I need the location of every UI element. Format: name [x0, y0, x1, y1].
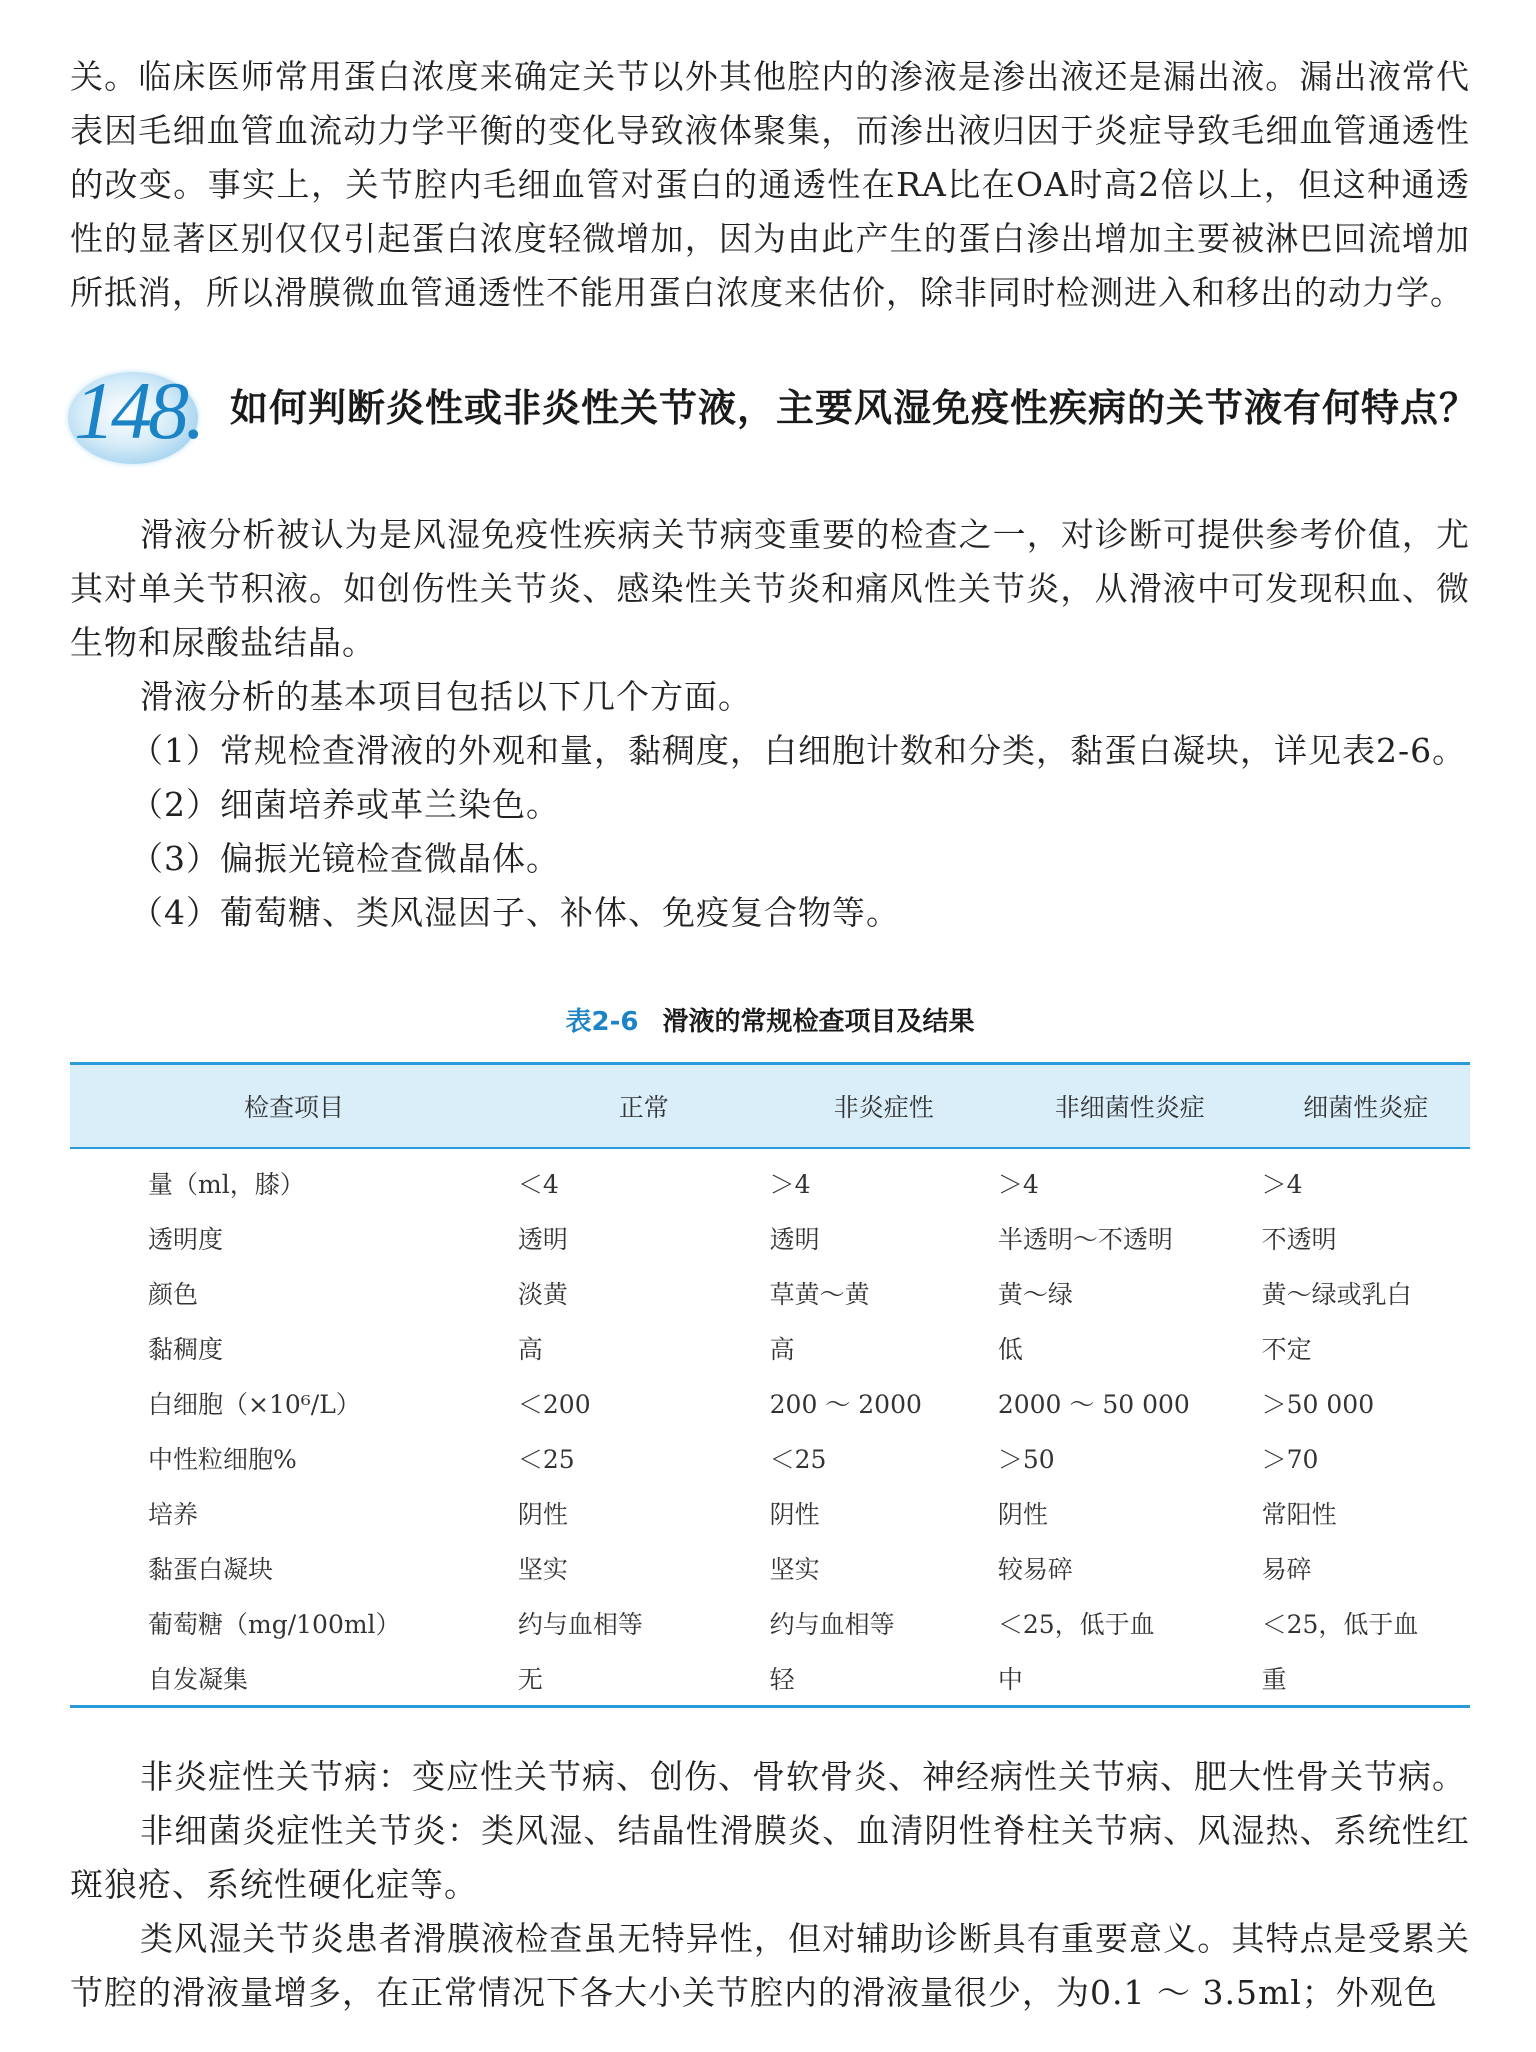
table-cell: ＜25，低于血: [997, 1609, 1155, 1639]
table-row-label: 透明度: [148, 1224, 224, 1254]
list-item: （1）常规检查滑液的外观和量，黏稠度，白细胞计数和分类，黏蛋白凝块，详见表2-6。: [130, 731, 1467, 770]
table-header-row: [70, 1064, 1470, 1149]
page-content: [70, 50, 1479, 2020]
after-table-section: [70, 1750, 1470, 2020]
question-number-badge: [62, 354, 212, 474]
question-number: 148.: [74, 365, 202, 456]
table-cell: 淡黄: [517, 1279, 568, 1309]
table-row: [70, 1485, 1470, 1540]
item-list: [70, 724, 1470, 940]
table-cell: ＜25: [517, 1444, 575, 1474]
after-table-paragraph-1: 非炎症性关节病：变应性关节病、创伤、骨软骨炎、神经病性关节病、肥大性骨关节病。: [140, 1757, 1466, 1796]
table-row: [70, 1148, 1470, 1210]
table-cell: 黄～绿: [997, 1279, 1073, 1309]
table-cell: 阴性: [769, 1499, 820, 1529]
after-table-paragraph-2: 非细菌炎症性关节炎：类风湿、结晶性滑膜炎、血清阴性脊柱关节病、风湿热、系统性红斑狼疮、系统性硬化症等。: [70, 1811, 1470, 1904]
table-cell: ＞50 000: [1261, 1389, 1375, 1419]
table-cell: 阴性: [997, 1499, 1048, 1529]
body-paragraph-1: 滑液分析被认为是风湿免疫性疾病关节病变重要的检查之一，对诊断可提供参考价值，尤其对单关节积液。如创伤性关节炎、感染性关节炎和痛风性关节炎，从滑液中可发现积血、微生物和尿酸盐结晶。: [70, 515, 1470, 662]
table-row-label: 黏蛋白凝块: [148, 1554, 274, 1584]
table-cell: 不透明: [1261, 1224, 1337, 1254]
table-row: [70, 1540, 1470, 1595]
intro-paragraph: 关。临床医师常用蛋白浓度来确定关节以外其他腔内的渗液是渗出液还是漏出液。漏出液常代表因毛细血管血流动力学平衡的变化导致液体聚集，而渗出液归因于炎症导致毛细血管通透性的改变。事实上，关节腔内毛细血管对蛋白的通透性在RA比在OA时高2倍以上，但这种通透性的显著区别仅仅引起蛋白浓度轻微增加，因为由此产生的蛋白渗出增加主要被淋巴回流增加所抵消，所以滑膜微血管通透性不能用蛋白浓度来估价，除非同时检测进入和移出的动力学。: [70, 57, 1470, 312]
table-cell: 中: [998, 1650, 1262, 1707]
table-cell: ＜25: [769, 1444, 827, 1474]
table-row-label: 量（ml，膝）: [148, 1169, 305, 1199]
table-cell: ＞4: [1261, 1169, 1303, 1199]
table-cell: 坚实: [517, 1554, 568, 1584]
table-row: [70, 1430, 1470, 1485]
table-label: 表2-6: [565, 1007, 639, 1037]
question-header: [70, 358, 1479, 508]
table-header-cell: 非细菌性炎症: [998, 1064, 1262, 1149]
table-cell: 高: [769, 1334, 795, 1364]
table-row-label: 葡萄糖（mg/100ml）: [148, 1609, 401, 1639]
table-cell: 约与血相等: [517, 1609, 643, 1639]
table-cell: 轻: [770, 1650, 998, 1707]
table-cell: 半透明～不透明: [997, 1224, 1173, 1254]
synovial-fluid-table: [70, 1062, 1470, 1708]
table-cell: 草黄～黄: [769, 1279, 870, 1309]
table-cell: ＜25，低于血: [1261, 1609, 1419, 1639]
table-row: [70, 1595, 1470, 1650]
body-paragraph-2: 滑液分析的基本项目包括以下几个方面。: [140, 677, 752, 716]
table-cell: 黄～绿或乳白: [1261, 1279, 1412, 1309]
table-cell: ＞50: [997, 1444, 1055, 1474]
table-cell: 透明: [769, 1224, 820, 1254]
table-cell: 无: [518, 1650, 770, 1707]
table-cell: ＞70: [1261, 1444, 1319, 1474]
table-row-label: 白细胞（×10⁶/L）: [148, 1389, 361, 1419]
table-cell: ＞4: [997, 1169, 1039, 1199]
after-table-paragraph-3: 类风湿关节炎患者滑膜液检查虽无特异性，但对辅助诊断具有重要意义。其特点是受累关节腔的滑液量增多，在正常情况下各大小关节腔内的滑液量很少，为0.1 ～ 3.5ml；外观色: [70, 1919, 1470, 2012]
table-cell: 常阳性: [1261, 1499, 1337, 1529]
table-row-label: 黏稠度: [148, 1334, 224, 1364]
table-header-cell: 细菌性炎症: [1262, 1064, 1470, 1149]
question-title: 如何判断炎性或非炎性关节液，主要风湿免疫性疾病的关节液有何特点？: [230, 386, 1479, 430]
table-body: [70, 1148, 1470, 1707]
table-row: [70, 1210, 1470, 1265]
table-title: 滑液的常规检查项目及结果: [662, 1007, 975, 1037]
list-item: （2）细菌培养或革兰染色。: [130, 785, 560, 824]
table-row: [70, 1375, 1470, 1430]
table-cell: 阴性: [517, 1499, 568, 1529]
table-cell: 不定: [1261, 1334, 1312, 1364]
table-cell: 2000 ～ 50 000: [997, 1389, 1190, 1419]
table-header-cell: 非炎症性: [770, 1064, 998, 1149]
table-row-label: 中性粒细胞%: [148, 1444, 297, 1474]
table-cell: 200 ～ 2000: [769, 1389, 922, 1419]
table-cell: 较易碎: [997, 1554, 1073, 1584]
table-row-label: 颜色: [148, 1279, 199, 1309]
table-header-cell: 检查项目: [70, 1064, 518, 1149]
table-row: [70, 1320, 1470, 1375]
table-caption: [70, 1002, 1470, 1042]
table-row: [70, 1650, 1470, 1707]
list-item: （4）葡萄糖、类风湿因子、补体、免疫复合物等。: [130, 893, 900, 932]
table-cell: 约与血相等: [769, 1609, 895, 1639]
table-row-label: 自发凝集: [70, 1650, 518, 1707]
table-cell: 易碎: [1261, 1554, 1312, 1584]
table-cell: ＜200: [517, 1389, 591, 1419]
table-cell: 高: [517, 1334, 543, 1364]
table-cell: 低: [997, 1334, 1023, 1364]
table-row: [70, 1265, 1470, 1320]
table-cell: ＞4: [769, 1169, 811, 1199]
list-item: （3）偏振光镜检查微晶体。: [130, 839, 560, 878]
table-cell: 透明: [517, 1224, 568, 1254]
table-row-label: 培养: [148, 1499, 199, 1529]
table-header-cell: 正常: [518, 1064, 770, 1149]
table-cell: 重: [1262, 1650, 1470, 1707]
table-cell: ＜4: [517, 1169, 559, 1199]
table-cell: 坚实: [769, 1554, 820, 1584]
